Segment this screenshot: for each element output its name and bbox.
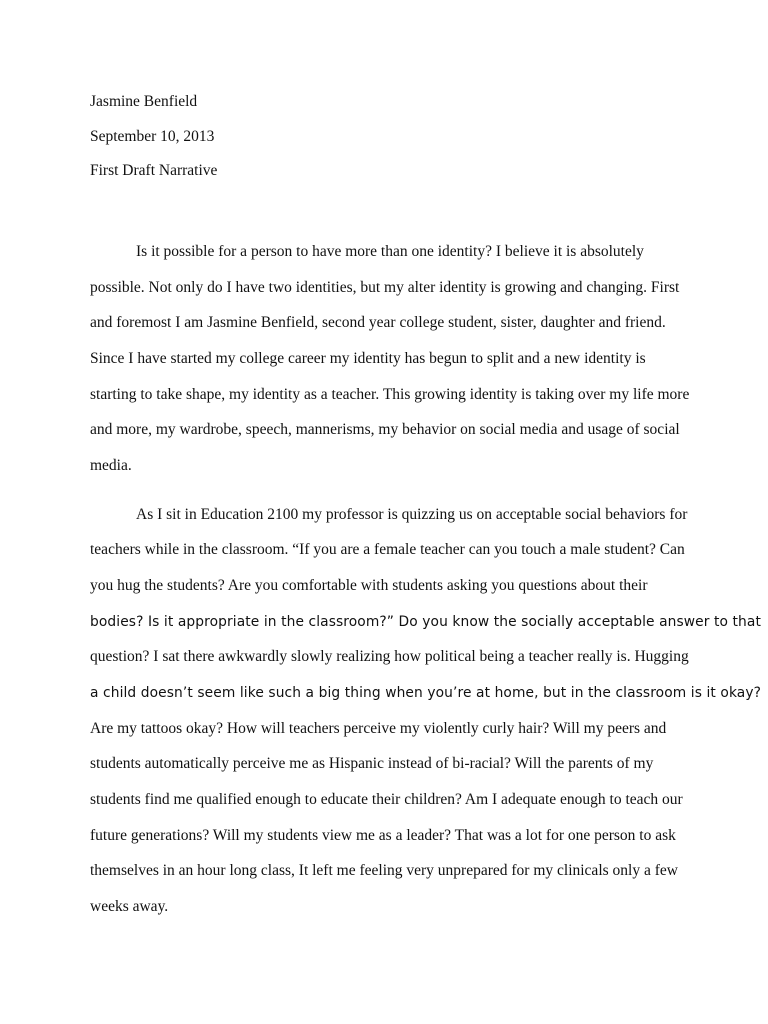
paragraph-1-line-4: Since I have started my college career my identity has begun to split and a new identity is bbox=[90, 350, 646, 367]
paragraph-2-line-4: bodies? Is it appropriate in the classroom?” Do you know the socially acceptable answer to that bbox=[90, 614, 761, 630]
document-date: September 10, 2013 bbox=[90, 128, 215, 145]
paragraph-1-line-3: and foremost I am Jasmine Benfield, second year college student, sister, daughter and friend. bbox=[90, 314, 666, 331]
document-title: First Draft Narrative bbox=[90, 162, 218, 179]
paragraph-2-line-7: Are my tattoos okay? How will teachers perceive my violently curly hair? Will my peers and bbox=[90, 720, 667, 737]
paragraph-1-line-5: starting to take shape, my identity as a teacher. This growing identity is taking over my life more bbox=[90, 386, 690, 403]
paragraph-2-line-10: future generations? Will my students view me as a leader? That was a lot for one person to ask bbox=[90, 827, 676, 844]
paragraph-1-line-7: media. bbox=[90, 457, 132, 474]
paragraph-2-line-12: weeks away. bbox=[90, 898, 169, 915]
paragraph-2-line-11: themselves in an hour long class, It left me feeling very unprepared for my clinicals only a few bbox=[90, 862, 678, 879]
paragraph-2-line-8: students automatically perceive me as Hispanic instead of bi-racial? Will the parents of my bbox=[90, 755, 654, 772]
paragraph-1-line-6: and more, my wardrobe, speech, mannerisms, my behavior on social media and usage of social bbox=[90, 421, 680, 438]
paragraph-2-line-5: question? I sat there awkwardly slowly realizing how political being a teacher really is. Hugging bbox=[90, 648, 689, 665]
paragraph-2-line-6: a child doesn’t seem like such a big thing when you’re at home, but in the classroom is it okay? bbox=[90, 685, 762, 701]
paragraph-2-line-2: teachers while in the classroom. “If you are a female teacher can you touch a male student? Can bbox=[90, 541, 685, 558]
paragraph-1-line-2: possible. Not only do I have two identities, but my alter identity is growing and changing. First bbox=[90, 279, 680, 296]
paragraph-2-line-1: As I sit in Education 2100 my professor is quizzing us on acceptable social behaviors for bbox=[136, 506, 688, 523]
paragraph-2-line-3: you hug the students? Are you comfortable with students asking you questions about their bbox=[90, 577, 648, 594]
paragraph-2-line-9: students find me qualified enough to educate their children? Am I adequate enough to teach our bbox=[90, 791, 683, 808]
paragraph-1-line-1: Is it possible for a person to have more than one identity? I believe it is absolutely bbox=[136, 243, 644, 260]
author-name: Jasmine Benfield bbox=[90, 93, 198, 110]
